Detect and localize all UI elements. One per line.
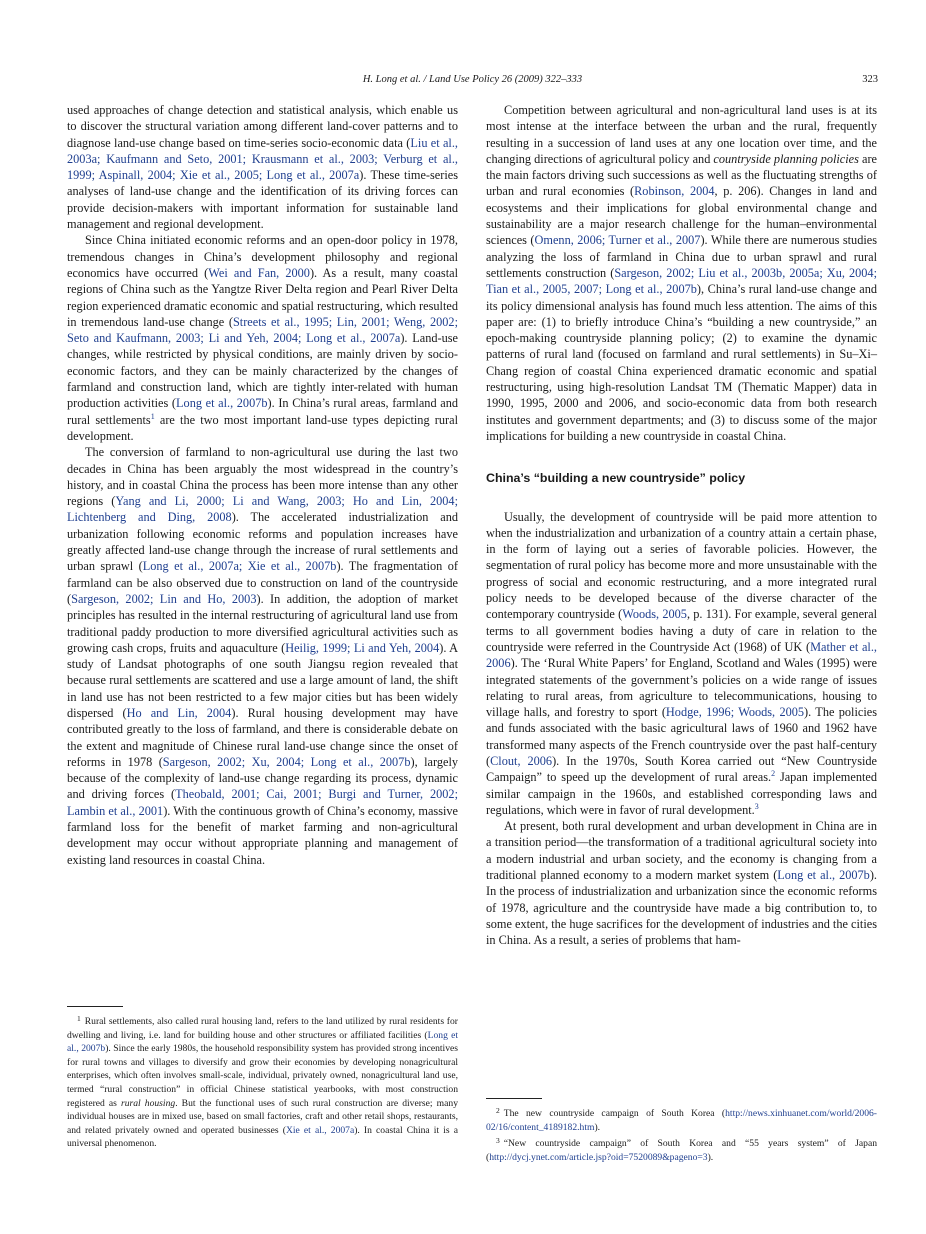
citation-link[interactable]: Sargeson, 2002; Liu et al., 2003b, 2005a; Xu, 2004; Tian et al., 2005, 2007; Long et al., 2007b bbox=[486, 265, 877, 297]
citation-link[interactable]: Long et al., 2007b bbox=[777, 868, 870, 883]
citation-link[interactable]: Liu et al., 2003a; Kaufmann and Seto, 2001; Krausmann et al., 2003; Verburg et al., 1999; Aspinall, 2004; Xie et al., 2005; Long et al., 2007a bbox=[67, 135, 458, 183]
text: ), largely because of the complexity of land-use change regarding its process, dynamic and driving forces ( bbox=[67, 754, 459, 802]
text: Rural settlements, also called rural housing land, refers to the land utilized by rural residents for dwelling and living, i.e. land for building house and other structures or affiliated facilities ( bbox=[67, 1016, 458, 1041]
paragraph bbox=[486, 818, 877, 948]
url-link[interactable]: http://dycj.ynet.com/article.jsp?oid=7520089&pageno=3 bbox=[489, 1151, 708, 1163]
citation-link[interactable]: Theobald, 2001; Cai, 2001; Burgi and Turner, 2002; Lambin et al., 2001 bbox=[67, 787, 459, 818]
text: ). In coastal China it is a universal phenomenon. bbox=[67, 1124, 458, 1150]
text: , p. 206). Changes in land and ecosystems and their implications for global environmental change and sustainability are a major research challenge for the human–environmental sciences ( bbox=[486, 184, 877, 248]
footnote-2 bbox=[486, 1104, 877, 1134]
footnote-mark: 1 bbox=[77, 1014, 81, 1023]
text: . But the functional uses of such rural construction are diverse; many individual houses are in mixed use, based on small factories, craft and other retail shops, restaurants, and related privately owned and operated businesses ( bbox=[67, 1097, 458, 1136]
citation-link[interactable]: Mather et al., 2006 bbox=[486, 639, 877, 671]
footnote-text bbox=[67, 1012, 458, 1151]
footnote-ref[interactable]: 3 bbox=[754, 801, 759, 811]
text: ), China’s rural land-use change and its policy dimensional analysis has found much less attention. The aims of this paper are: (1) to briefly introduce China’s “building a new countryside,” an epoch-making countryside planning policy; (2) to examine the dynamic patterns of rural land (focused on farmland and rural settlements) in Su–Xi–Chang region of coastal China experienced dramatic economic and spatial restructuring, using high-resolution Landsat TM (Thematic Mapper) data in 1990, 1995, 2000 and 2006, and socio-economic data from both research institutes and government departments; and (3) to discuss some of the major implications for building a new countryside in coastal China. bbox=[486, 282, 877, 443]
text: ). Since the early 1980s, the household responsibility system has provided strong incentives for rural towns and villages to diversify and grow their economies by developing nonagricultural enterprises, which often involves small-scale, individual, privately owned, nonagricultural land use, termed “rural construction” in official Chinese statistical yearbooks, with most construction registered as bbox=[67, 1043, 458, 1109]
text: are the main factors driving such successions as well as the fluctuating strengths of urban and rural economies ( bbox=[486, 151, 878, 199]
footnote-3 bbox=[486, 1134, 877, 1164]
text: Competition between agricultural and non-agricultural land uses is at its most intense at the interface between the urban and the rural, frequently resulting in a succession of land uses at any one location over time, and the changing directions of agricultural policy and bbox=[486, 103, 877, 166]
text: ). bbox=[707, 1151, 714, 1163]
citation-link[interactable]: Clout, 2006 bbox=[490, 753, 553, 768]
text: ). While there are numerous studies analyzing the loss of farmland in China due to urban sprawl and rural settlements construction ( bbox=[486, 233, 877, 280]
text: ). As a result, many coastal regions of China such as the Yangtze River Delta region and Pearl River Delta region experienced dramatic economic and spatial restructuring, which resulted in tremendous land-use change ( bbox=[67, 265, 458, 329]
citation-link[interactable]: Streets et al., 1995; Lin, 2001; Weng, 2002; Seto and Kaufmann, 2003; Li and Yeh, 2004; Long et al., 2007a bbox=[67, 314, 458, 346]
footnote-ref[interactable]: 2 bbox=[771, 769, 776, 779]
citation-link[interactable]: Long et al., 2007b bbox=[176, 396, 268, 411]
footnote-ref[interactable]: 1 bbox=[150, 411, 155, 421]
right-column bbox=[486, 102, 877, 949]
footnote-1 bbox=[67, 1012, 458, 1151]
text: , p. 131). For example, several general terms to all government bodies having a duty of care in relation to the countryside were referred in the Countryside Act (1968) of UK ( bbox=[486, 607, 877, 654]
text: ). The accelerated industrialization and urbanization following economic reforms and population increases have greatly affected land-use change through the increase of rural settlements and urban sprawl ( bbox=[67, 510, 458, 574]
text: ). bbox=[594, 1121, 601, 1133]
text: Since China initiated economic reforms and an open-door policy in 1978, tremendous changes in China’s development philosophy and regional economics have occurred ( bbox=[67, 233, 458, 280]
text: The conversion of farmland to non-agricultural use during the last two decades in China has been arguably the most widespread in the country’s history, and in coastal China the process has been more intense than any other regions ( bbox=[67, 445, 458, 509]
text: “New countryside campaign” of South Korea and “55 years system” of Japan ( bbox=[486, 1138, 877, 1163]
text: ). In China’s rural areas, farmland and rural settlements bbox=[67, 396, 458, 427]
paragraph bbox=[67, 232, 458, 444]
footnote-mark: 3 bbox=[496, 1136, 500, 1146]
citation-link[interactable]: Robinson, 2004 bbox=[634, 184, 715, 199]
footnotes-right bbox=[486, 1104, 877, 1164]
citation-link[interactable]: Long et al., 2007b bbox=[67, 1029, 459, 1055]
text: ). A study of Landsat photographs of one south Jiangsu region revealed that because rural settlements are scattered and use a large amount of land, the shift in land use has not been restricted to a few major cities but has been widely dispersed ( bbox=[67, 640, 459, 720]
citation-link[interactable]: Ho and Lin, 2004 bbox=[126, 705, 232, 720]
citation-link[interactable]: Sargeson, 2002; Lin and Ho, 2003 bbox=[71, 591, 257, 606]
citation-link[interactable]: Heilig, 1999; Li and Yeh, 2004 bbox=[285, 640, 440, 655]
text: ). In the process of industrialization and urbanization since the economic reforms of 1978, agriculture and the countryside have made a big contribution to, to some extent, the huge sacrifices for the development of industries and the cities in China. As a result, a series of problems that ham- bbox=[486, 868, 877, 948]
paragraph bbox=[67, 102, 458, 232]
text: ). In addition, the adoption of market principles has resulted in the internal restructuring of agricultural land use from traditional paddy production to more diversified agricultural activities such as growing cash crops, fruits and aquaculture ( bbox=[67, 591, 458, 655]
citation-link[interactable]: Sargeson, 2002; Xu, 2004; Long et al., 2007b bbox=[162, 754, 411, 769]
text: The new countryside campaign of South Korea ( bbox=[503, 1108, 726, 1119]
url-link[interactable]: http://news.xinhuanet.com/world/2006-02/16/content_4189182.htm bbox=[486, 1108, 877, 1133]
citation-link[interactable]: Omenn, 2006; Turner et al., 2007 bbox=[534, 233, 701, 248]
footnote-divider bbox=[486, 1098, 542, 1099]
text: ). In the 1970s, South Korea carried out “New Countryside Campaign” to speed up the development of rural areas. bbox=[486, 753, 877, 785]
text: are the two most important land-use types depicting rural development. bbox=[67, 412, 458, 443]
citation-link[interactable]: Woods, 2005 bbox=[622, 607, 687, 622]
footnote-mark: 2 bbox=[496, 1106, 500, 1115]
citation-link[interactable]: Wei and Fan, 2000 bbox=[208, 265, 310, 280]
text: used approaches of change detection and statistical analysis, which enable us to discover the structural variation among different land-cover patterns and to diagnose land-use change based on time-series socio-economic data ( bbox=[67, 103, 458, 150]
running-title: H. Long et al. / Land Use Policy 26 (2009) 322–333 bbox=[362, 74, 583, 85]
running-header bbox=[67, 74, 878, 90]
emphasis: countryside planning policies bbox=[713, 151, 859, 166]
paragraph bbox=[486, 509, 877, 819]
text: ). With the continuous growth of China’s economy, massive farmland loss for the benefit of market farming and non-agricultural development may occur without appropriate planning and management of existing land resources in coastal China. bbox=[67, 803, 459, 867]
text: ). The policies and funds associated with the basic agricultural laws of 1960 and 1962 have transformed many aspects of the French countryside over the past half-century ( bbox=[486, 705, 877, 768]
section-heading: China’s “building a new countryside” policy bbox=[486, 471, 746, 486]
footnote-divider bbox=[67, 1006, 123, 1007]
citation-link[interactable]: Yang and Li, 2000; Li and Wang, 2003; Ho and Lin, 2004; Lichtenberg and Ding, 2008 bbox=[67, 494, 458, 525]
left-column bbox=[67, 102, 458, 868]
text: ). Land-use changes, while restricted by physical conditions, are mainly driven by socio-economic factors, and they can be mainly characterized by the changes of farmland and construction land, which are tightly inter-related with human production activities ( bbox=[67, 331, 458, 411]
text: Japan implemented similar campaign in the 1960s, and established corresponding laws and regulations, which were in favor of rural development. bbox=[486, 770, 877, 817]
text: ). Rural housing development may have contributed greatly to the loss of farmland, and there is considerable debate on the extent and magnitude of Chinese rural land-use change since the onset of reforms in 1978 ( bbox=[67, 705, 458, 769]
text: ). The ‘Rural White Papers’ for England, Scotland and Wales (1995) were integrated statements of the government’s policies on a wide range of issues relating to rural areas, from agriculture to telecommunications, housing to village halls, and forestry to sport ( bbox=[486, 656, 877, 720]
text: Usually, the development of countryside will be paid more attention to when the industrialization and urbanization of a country attain a certain phase, in the form of laying out a series of favorable policies. However, the segmentation of rural policy has become more and more unsustainable with the progress of social and economic restructuring, and a more integrated rural policy needs to be developed because of the diverse character of the contemporary countryside ( bbox=[486, 509, 877, 622]
page-number: 323 bbox=[862, 74, 878, 85]
text: ). These time-series analyses of land-use change and the identification of its driving forces can provide decision-makers with important information for sustainable land management and regional development. bbox=[67, 168, 459, 232]
text: ). The fragmentation of farmland can be also observed due to construction on land of the countryside ( bbox=[67, 559, 458, 606]
text: At present, both rural development and urban development in China are in a transition period—the transformation of a traditional agricultural society into a modern industrial and urban society, and the economy is changing from a traditional planned economy to a modern market system ( bbox=[486, 819, 877, 883]
paragraph bbox=[486, 102, 877, 444]
paragraph bbox=[67, 444, 458, 868]
citation-link[interactable]: Hodge, 1996; Woods, 2005 bbox=[665, 705, 805, 720]
emphasis: rural housing bbox=[120, 1097, 176, 1109]
citation-link[interactable]: Long et al., 2007a; Xie et al., 2007b bbox=[142, 559, 337, 574]
citation-link[interactable]: Xie et al., 2007a bbox=[285, 1124, 355, 1136]
